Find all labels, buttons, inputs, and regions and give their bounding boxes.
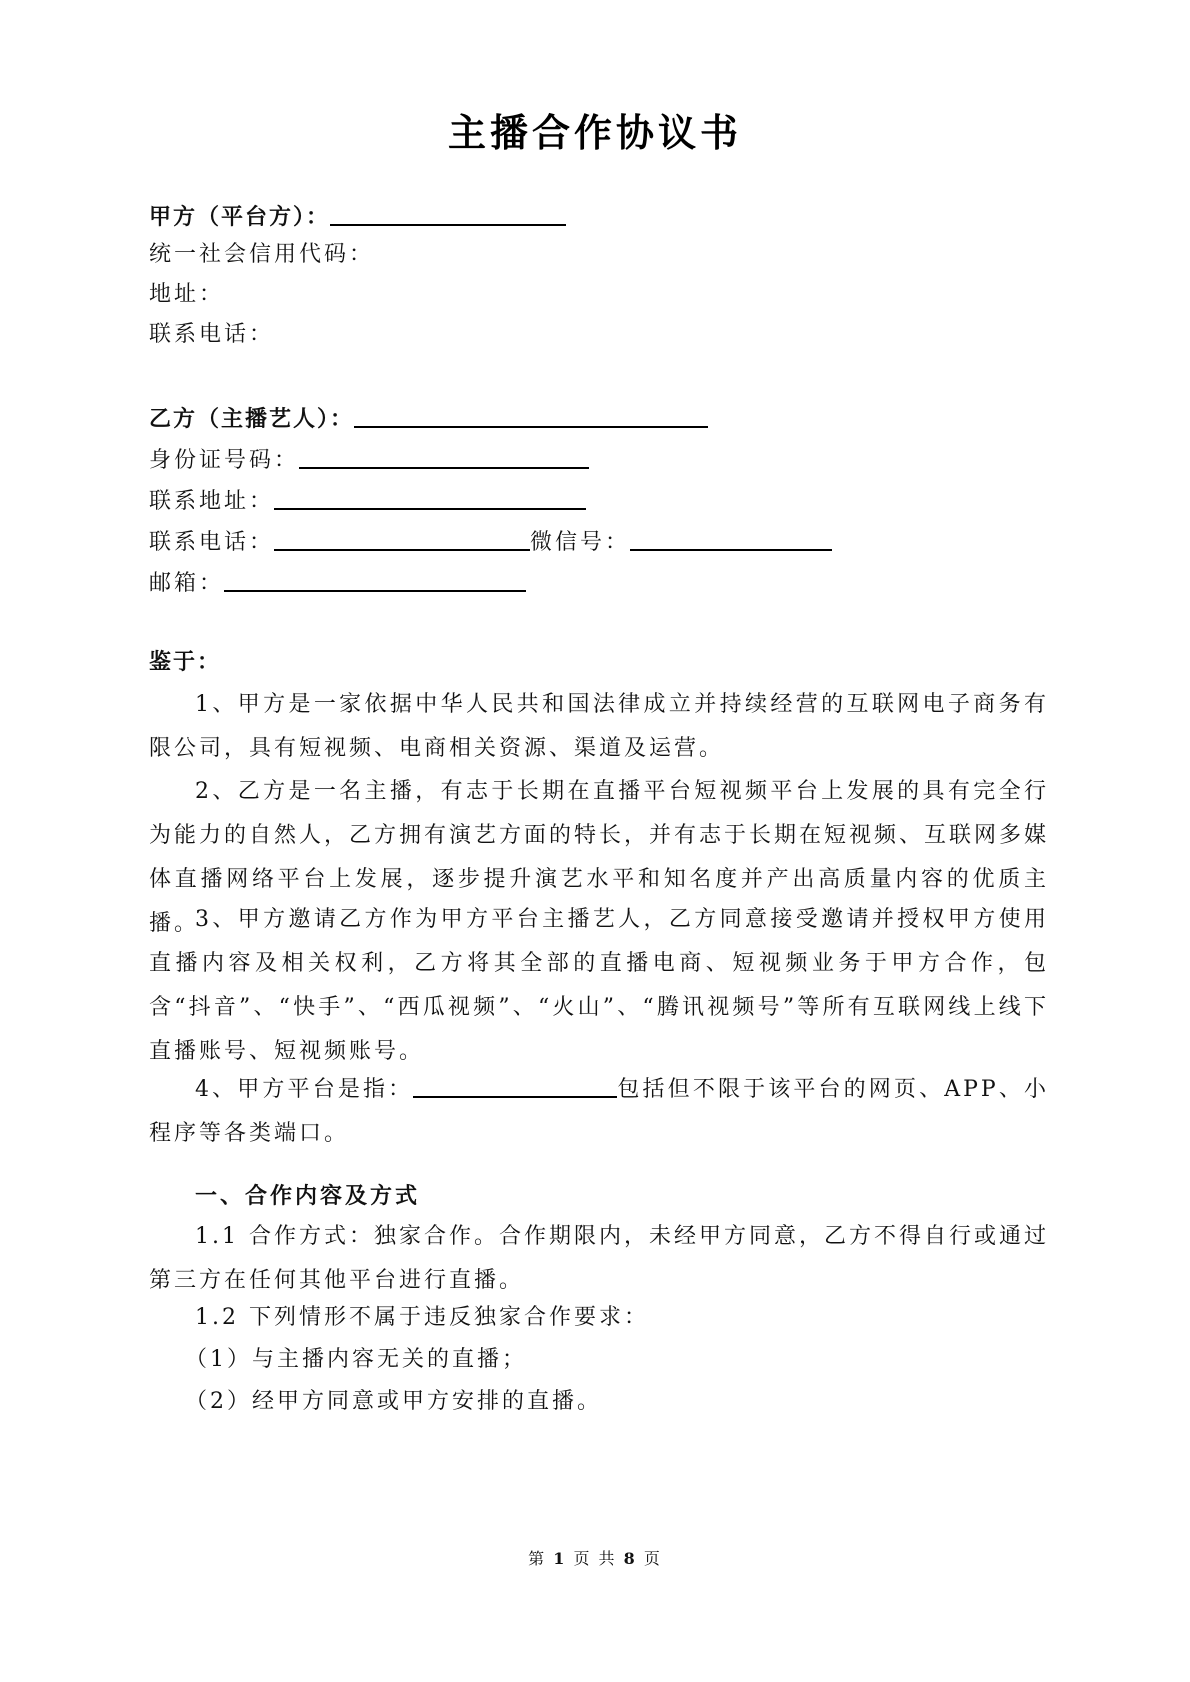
- footer-middle: 页 共: [573, 1549, 617, 1568]
- party-b-contact-line: [149, 525, 832, 558]
- footer-page-number: 1: [553, 1549, 567, 1568]
- party-b-address-label: 联系地址：: [149, 489, 275, 514]
- party-a-phone-label: 联系电话：: [149, 322, 275, 347]
- whereas-item-4-prefix: 4、甲方平台是指：: [195, 1077, 414, 1102]
- party-b-line: [149, 402, 708, 435]
- clause-1-1: 1.1 合作方式：独家合作。合作期限内，未经甲方同意，乙方不得自行或通过第三方在任何其他平台进行直播。: [149, 1224, 1049, 1293]
- document-title: 主播合作协议书: [447, 111, 742, 155]
- party-b-phone-blank: [274, 525, 530, 551]
- whereas-item-4: [149, 1068, 1049, 1156]
- whereas-item-2: 2、乙方是一名主播，有志于长期在直播平台短视频平台上发展的具有完全行为能力的自然人，乙方拥有演艺方面的特长，并有志于长期在短视频、互联网多媒体直播网络平台上发展，逐步提升演艺水平和知名度并产出高质量内容的优质主播。: [149, 779, 1050, 936]
- party-a-address-label: 地址：: [149, 282, 225, 307]
- platform-name-blank: [413, 1072, 617, 1098]
- party-b-id-line: [149, 443, 589, 476]
- footer-prefix: 第: [528, 1549, 547, 1568]
- party-b-address-blank: [274, 484, 586, 510]
- whereas-item-4-suffix: 包括但不限于该平台的网页、APP、小程序等各类端口。: [149, 1077, 1049, 1146]
- whereas-heading: 鉴于：: [149, 650, 222, 675]
- party-b-id-blank: [299, 443, 589, 469]
- party-b-email-label: 邮箱：: [149, 571, 225, 596]
- party-b-email-line: [149, 566, 526, 599]
- clause-1-2-sub-2: （2）经甲方同意或甲方安排的直播。: [185, 1389, 602, 1414]
- party-a-credit-code-label: 统一社会信用代码：: [149, 242, 375, 267]
- party-b-email-blank: [224, 566, 526, 592]
- clause-1-2-sub-1: （1）与主播内容无关的直播；: [185, 1347, 527, 1372]
- party-b-address-line: [149, 484, 586, 517]
- party-b-wechat-blank: [630, 525, 832, 551]
- party-b-blank: [354, 402, 708, 428]
- party-b-wechat-label: 微信号：: [530, 530, 631, 555]
- party-a-label: 甲方（平台方）：: [149, 205, 331, 230]
- clause-1-2: 1.2 下列情形不属于违反独家合作要求：: [195, 1305, 649, 1330]
- party-a-line: [149, 200, 566, 233]
- party-a-blank: [330, 200, 566, 226]
- party-b-id-label: 身份证号码：: [149, 448, 300, 473]
- footer-total-pages: 8: [623, 1549, 637, 1568]
- footer-suffix: 页: [643, 1549, 662, 1568]
- page-footer: [0, 1548, 1190, 1570]
- section-1-heading: 一、合作内容及方式: [195, 1184, 421, 1209]
- whereas-item-3: 3、甲方邀请乙方作为甲方平台主播艺人，乙方同意接受邀请并授权甲方使用直播内容及相关权利，乙方将其全部的直播电商、短视频业务于甲方合作，包含“抖音”、“快手”、“西瓜视频”、“火山”、“腾讯视频号”等所有互联网线上线下直播账号、短视频账号。: [149, 907, 1049, 1064]
- party-b-label: 乙方（主播艺人）：: [149, 407, 355, 432]
- whereas-item-1: 1、甲方是一家依据中华人民共和国法律成立并持续经营的互联网电子商务有限公司，具有短视频、电商相关资源、渠道及运营。: [149, 692, 1049, 761]
- party-b-phone-label: 联系电话：: [149, 530, 275, 555]
